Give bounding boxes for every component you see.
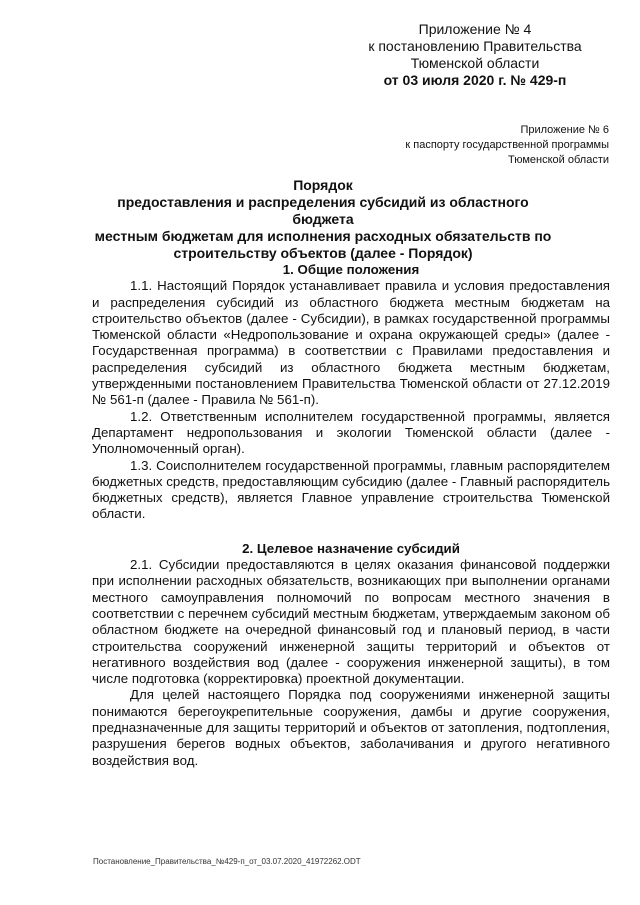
title-line-4: строительству объектов (далее - Порядок) [173, 245, 473, 261]
section-2-heading: 2. Целевое назначение субсидий [242, 540, 460, 556]
annex-main-number: Приложение № 4 [418, 21, 532, 37]
annex-main-region: Тюменской области [410, 55, 540, 71]
document-body [92, 262, 610, 769]
paragraph-2-1: 2.1. Субсидии предоставляются в целях оказания финансовой поддержки при исполнении расходных обязательств, возникающих при выполнении органами местного самоуправления полномочий по вопросам местного значения в соответствии с перечнем субсидий местным бюджетам, утверждаемым законом об областном бюджете на очередной финансовый год и плановый период, в части строительства сооружений инженерной защиты территорий и объектов от негативного воздействия вод (далее - сооружения инженерной защиты), в том числе подготовка (корректировка) проектной документации. [92, 557, 610, 687]
paragraph-1-2: 1.2. Ответственным исполнителем государственной программы, является Департамент недропользования и экологии Тюменской области (далее - Уполномоченный орган). [92, 408, 610, 457]
paragraph-2-definition: Для целей настоящего Порядка под сооружениями инженерной защиты понимаются берегоукрепительные сооружения, дамбы и другие сооружения, предназначенные для защиты территорий и объектов от затопления, подтопления, разрушения берегов водных объектов, заболачивания и другого негативного воздействия вод. [92, 687, 610, 768]
annex-passport-number: Приложение № 6 [520, 124, 609, 136]
section-1-heading: 1. Общие положения [282, 262, 420, 277]
paragraph-1-1: 1.1. Настоящий Порядок устанавливает правила и условия предоставления и распределения субсидий из областного бюджета местным бюджетам на строительство объектов (далее - Субсидии), в рамках государственной программы Тюменской области «Недропользование и охрана окружающей среды» (далее - Государственная программа) в соответствии с Правилами предоставления и распределения субсидий из областного бюджета местным бюджетам, утвержденными постановлением Правительства Тюменской области от 27.12.2019 № 561-п (далее - Правила № 561-п). [92, 278, 610, 408]
title-line-3: местным бюджетам для исполнения расходных обязательств по [94, 228, 552, 244]
annex-main-block [360, 21, 590, 89]
annex-passport-ref: к паспорту государственной программы [405, 139, 609, 151]
title-line-2: предоставления и распределения субсидий из областного бюджета [117, 194, 529, 227]
annex-passport-block [349, 123, 609, 168]
document-title [88, 177, 558, 262]
annex-passport-region: Тюменской области [507, 154, 609, 166]
annex-main-date: от 03 июля 2020 г. № 429-п [383, 72, 567, 88]
section-spacer [92, 523, 610, 541]
paragraph-1-3: 1.3. Соисполнителем государственной программы, главным распорядителем бюджетных средств, предоставляющим субсидию (далее - Главный распорядитель бюджетных средств), является Главное управление строительства Тюменской области. [92, 457, 610, 522]
annex-main-ref: к постановлению Правительства [368, 38, 582, 54]
title-line-1: Порядок [293, 177, 353, 193]
footer-filename: Постановление_Правительства_№429-п_от_03.07.2020_41972262.ODT [93, 857, 361, 866]
